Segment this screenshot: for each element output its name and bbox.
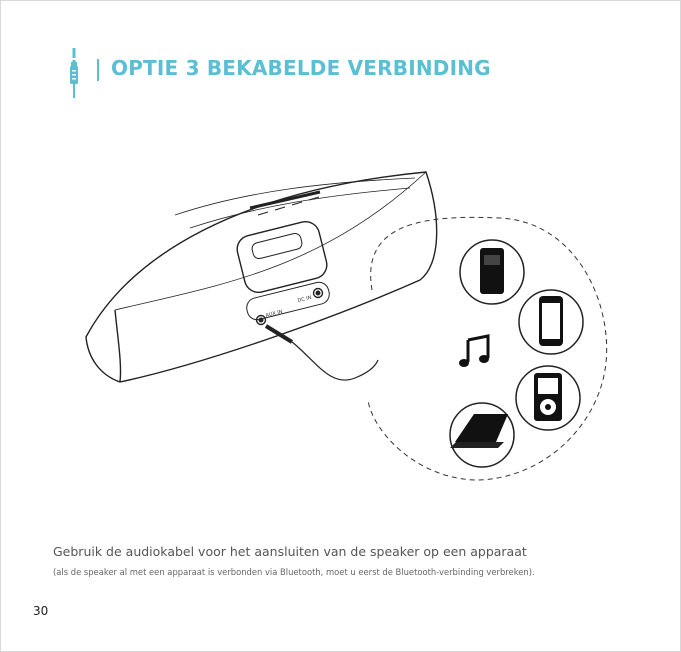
speaker-illustration <box>86 172 437 382</box>
audio-jack-icon <box>66 48 82 98</box>
caption-main: Gebruik de audiokabel voor het aansluiten van de speaker op een apparaat <box>53 544 527 559</box>
music-note-icon <box>459 336 489 367</box>
mp3-player-icon <box>460 240 524 304</box>
title-divider <box>97 59 99 81</box>
speaker-connection-illustration <box>70 160 630 490</box>
aux-in-label: AUX IN <box>265 308 284 319</box>
smartphone-icon <box>519 290 583 354</box>
page-title: OPTIE 3 BEKABELDE VERBINDING <box>111 56 491 80</box>
laptop-icon <box>450 403 514 467</box>
caption-note: (als de speaker al met een apparaat is verbonden via Bluetooth, moet u eerst de Bluetooth-verbinding verbreken). <box>53 567 535 577</box>
dc-in-label: DC IN <box>297 294 313 304</box>
ipod-icon <box>516 366 580 430</box>
page-number: 30 <box>33 604 49 618</box>
